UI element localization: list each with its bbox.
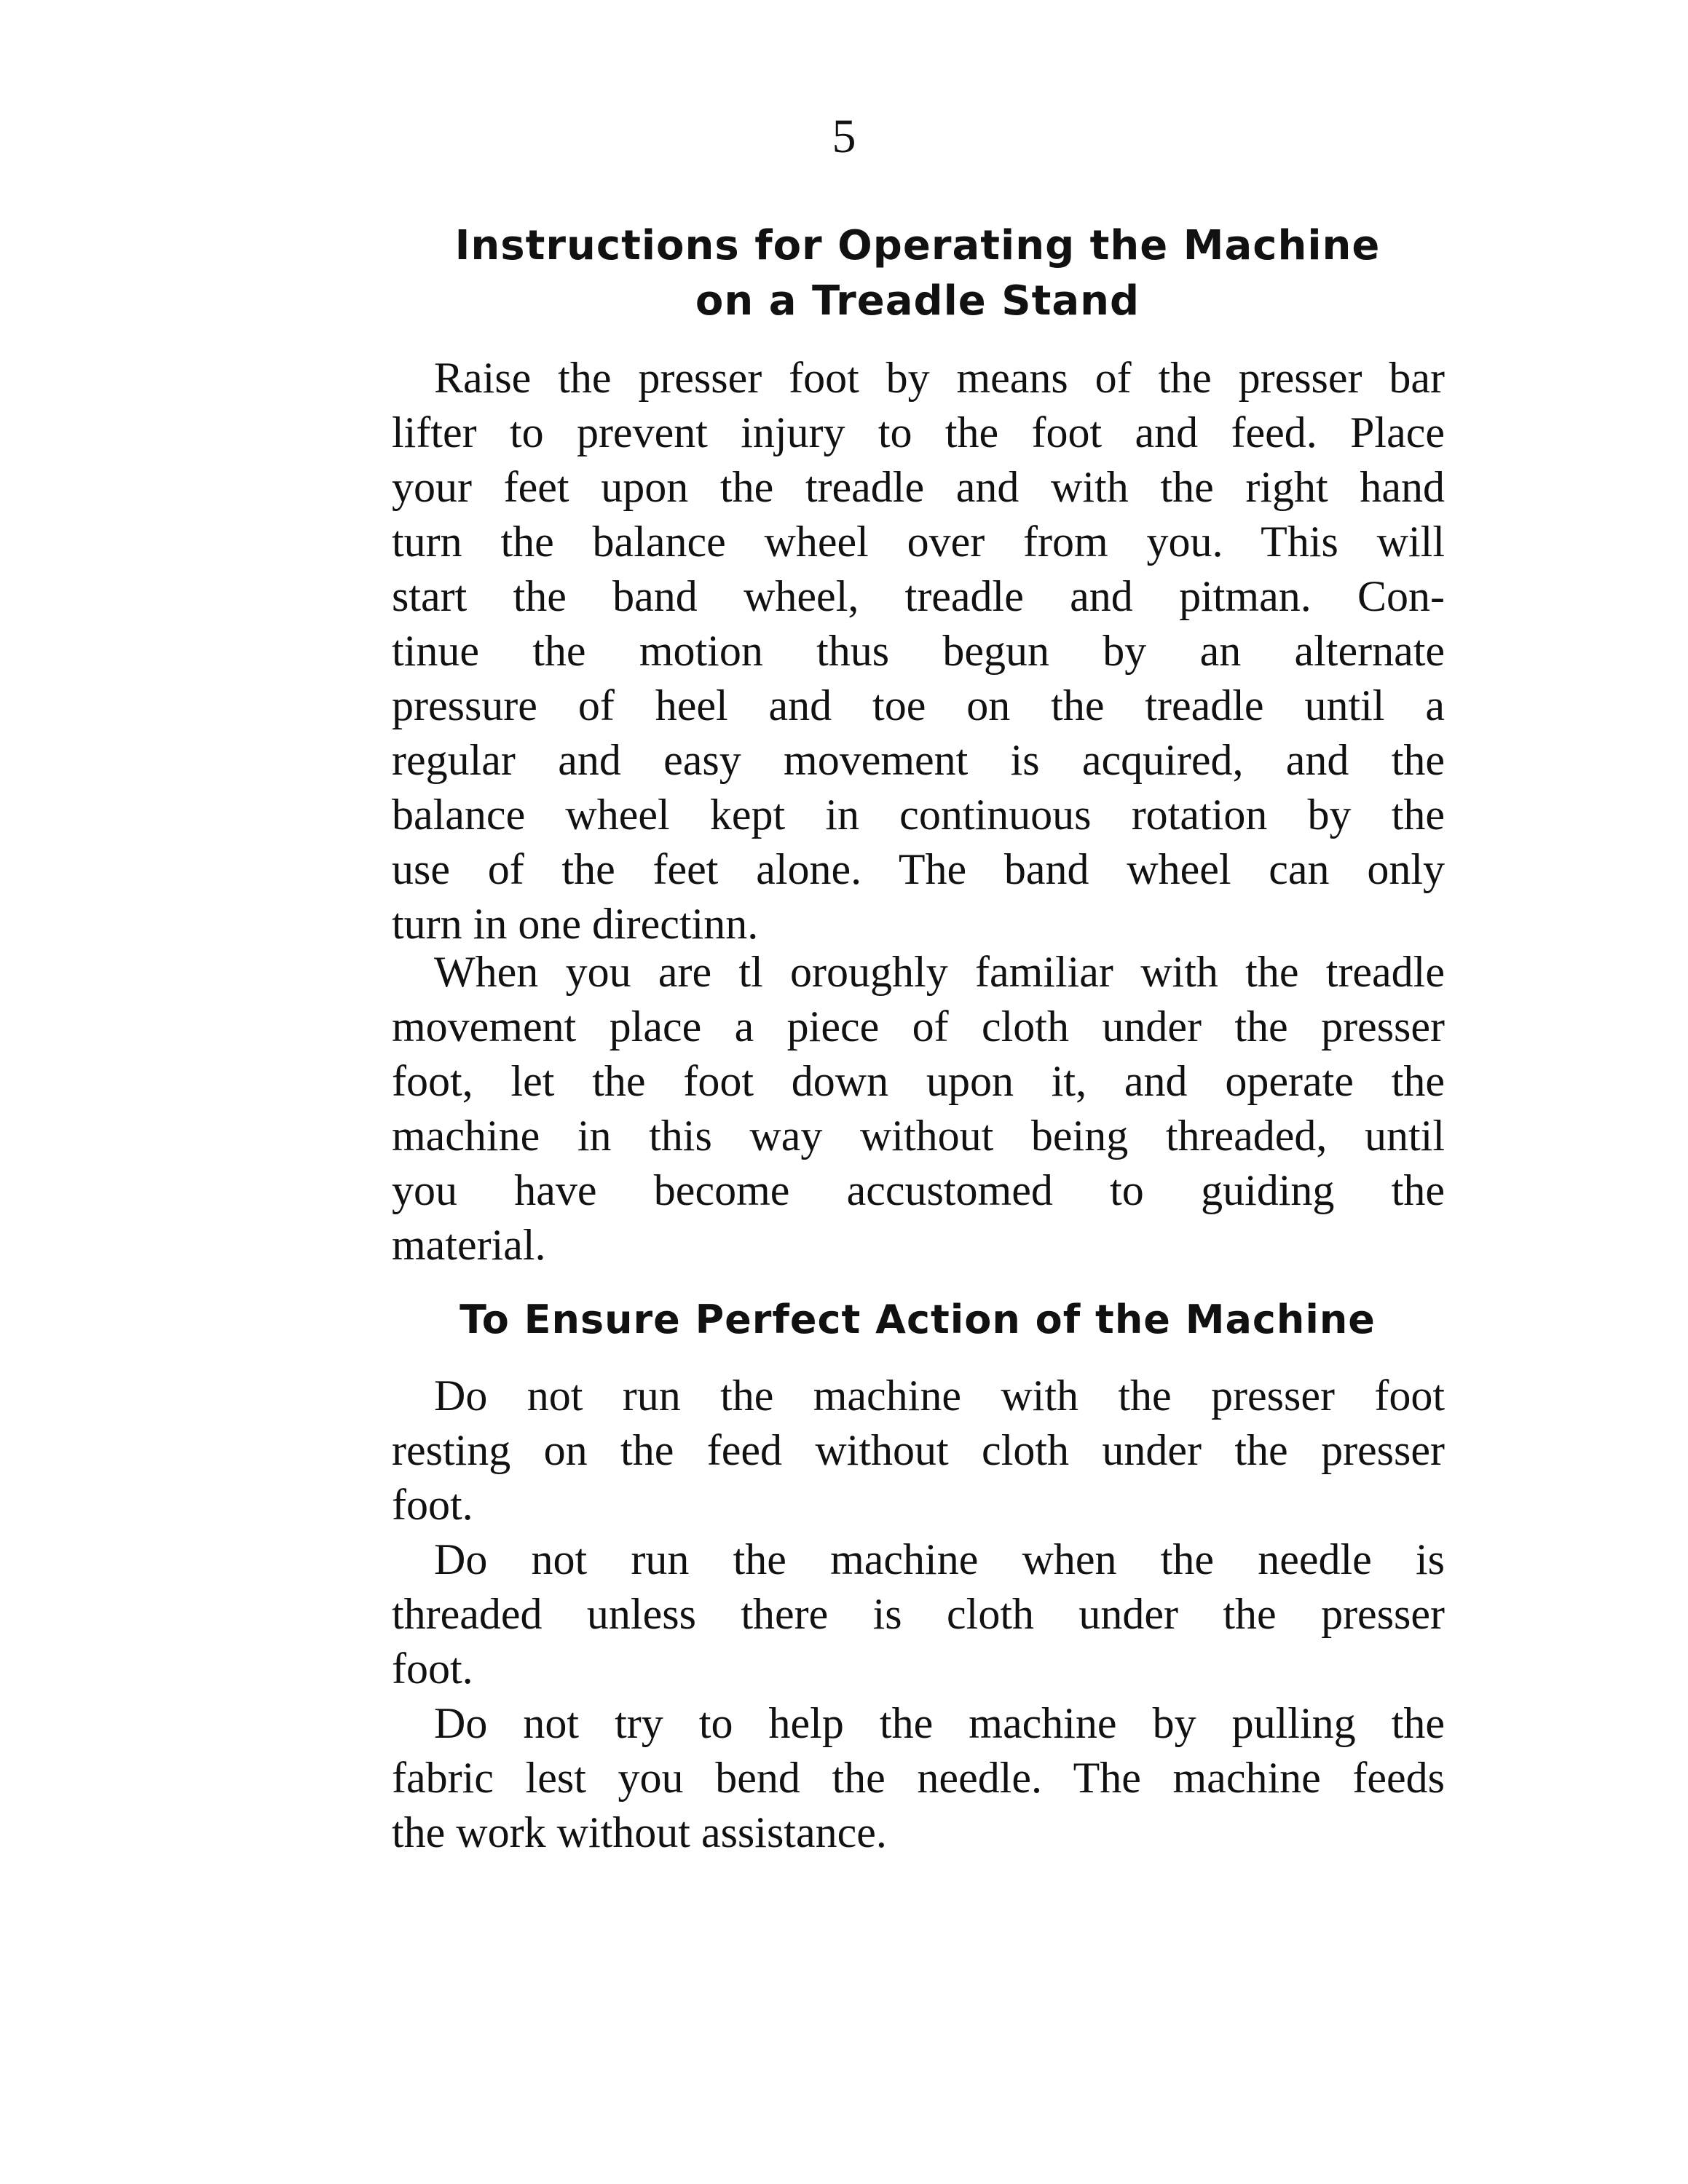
paragraph-presser-foot-warning (392, 1369, 1445, 1532)
text-line: Raise the presser foot by means of the presser bar (434, 354, 1445, 402)
text-line: Do not run the machine when the needle is (434, 1535, 1445, 1583)
text-line: resting on the feed without cloth under the presser (392, 1426, 1445, 1474)
text-line: Do not try to help the machine by pulling the (434, 1699, 1445, 1747)
text-line: foot. (392, 1645, 473, 1693)
text-line: material. (392, 1221, 546, 1269)
text-line: you have become accustomed to guiding the (392, 1166, 1445, 1214)
text-line: machine in this way without being threaded, until (392, 1112, 1445, 1160)
text-line: use of the feet alone. The band wheel can only (392, 845, 1445, 893)
text-line: your feet upon the treadle and with the right hand (392, 463, 1445, 511)
text-line: lifter to prevent injury to the foot and feed. Place (392, 408, 1445, 456)
section-heading-perfect-action: To Ensure Perfect Action of the Machine (460, 1297, 1376, 1342)
paragraph-treadle-operation (392, 351, 1445, 951)
paragraph-guiding-material (392, 945, 1445, 1273)
text-line: turn the balance wheel over from you. This will (392, 518, 1445, 566)
text-line: movement place a piece of cloth under the presser (392, 1002, 1445, 1051)
text-line: fabric lest you bend the needle. The machine feeds (392, 1754, 1445, 1802)
heading-line: Instructions for Operating the Machine (454, 222, 1381, 269)
text-line: the work without assistance. (392, 1808, 887, 1856)
text-line: start the band wheel, treadle and pitman. Con- (392, 572, 1445, 620)
paragraph-needle-threaded-warning (392, 1532, 1445, 1696)
text-line: regular and easy movement is acquired, and the (392, 736, 1445, 784)
page-number: 5 (832, 110, 856, 163)
text-line: Do not run the machine with the presser foot (434, 1372, 1445, 1420)
text-line: foot, let the foot down upon it, and operate the (392, 1057, 1445, 1105)
paragraph-pulling-fabric-warning (392, 1696, 1445, 1860)
text-line: threaded unless there is cloth under the presser (392, 1590, 1445, 1638)
text-line: pressure of heel and toe on the treadle until a (392, 681, 1445, 729)
text-line: foot. (392, 1481, 473, 1529)
text-line: tinue the motion thus begun by an alternate (392, 627, 1445, 675)
text-line: turn in one directinn. (392, 900, 759, 948)
section-heading-operating (437, 218, 1398, 329)
heading-line: on a Treadle Stand (695, 277, 1140, 325)
text-line: When you are tl oroughly familiar with the treadle (434, 948, 1445, 996)
text-line: balance wheel kept in continuous rotation by the (392, 791, 1445, 839)
